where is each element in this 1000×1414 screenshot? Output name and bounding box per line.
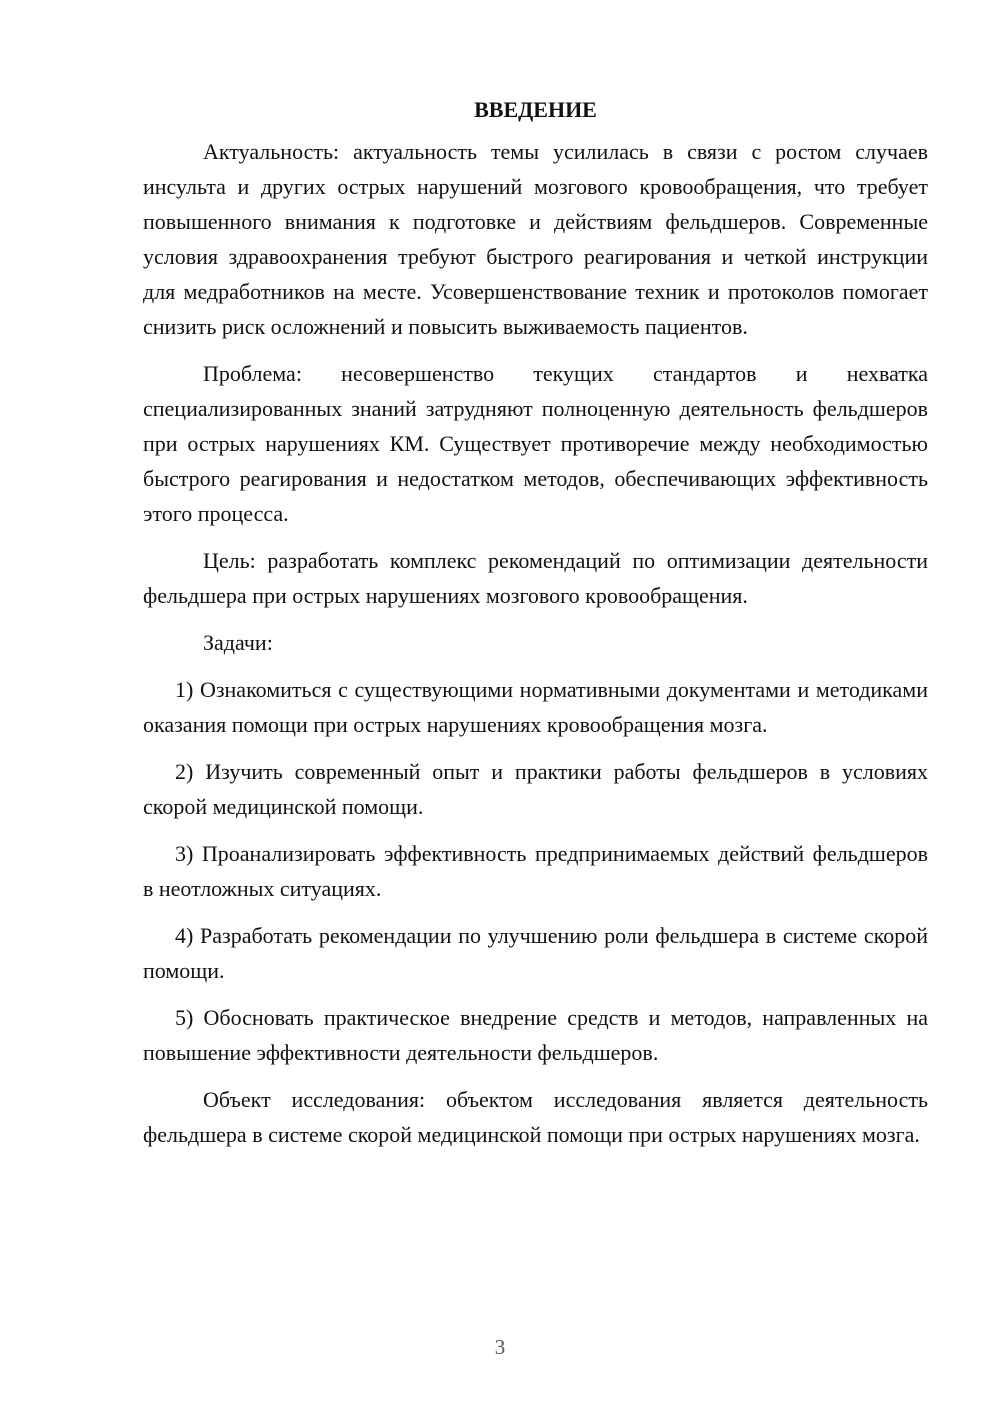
task-item-5: 5) Обосновать практическое внедрение средств и методов, направленных на повышение эффективности деятельности фельдшеров. <box>143 1005 928 1065</box>
section-title: ВВЕДЕНИЕ <box>474 97 597 122</box>
paragraph-relevance: Актуальность: актуальность темы усилилась в связи с ростом случаев инсульта и других острых нарушений мозгового кровообращения, что требует повышенного внимания к подготовке и действиям фельдшеров. Современные условия здравоохранения требуют быстрого реагирования и четкой инструкции для медработников на месте. Усовершенствование техник и протоколов помогает снизить риск осложнений и повысить выживаемость пациентов. <box>143 139 928 339</box>
paragraph-problem: Проблема: несовершенство текущих стандартов и нехватка специализированных знаний затрудняют полноценную деятельность фельдшеров при острых нарушениях КМ. Существует противоречие между необходимостью быстрого реагирования и недостатком методов, обеспечивающих эффективность этого процесса. <box>143 361 928 526</box>
task-item-3: 3) Проанализировать эффективность предпринимаемых действий фельдшеров в неотложных ситуациях. <box>143 841 928 901</box>
task-item-2: 2) Изучить современный опыт и практики работы фельдшеров в условиях скорой медицинской помощи. <box>143 759 928 819</box>
task-item-4: 4) Разработать рекомендации по улучшению роли фельдшера в системе скорой помощи. <box>143 923 928 983</box>
page-number: 3 <box>494 1335 506 1359</box>
page-content <box>143 92 928 1164</box>
tasks-heading: Задачи: <box>203 630 273 655</box>
tasks-list <box>143 672 928 1070</box>
paragraph-object: Объект исследования: объектом исследования является деятельность фельдшера в системе скорой медицинской помощи при острых нарушениях мозга. <box>143 1087 928 1147</box>
task-item-1: 1) Ознакомиться с существующими нормативными документами и методиками оказания помощи при острых нарушениях кровообращения мозга. <box>143 677 928 737</box>
paragraph-goal: Цель: разработать комплекс рекомендаций по оптимизации деятельности фельдшера при острых нарушениях мозгового кровообращения. <box>143 548 928 608</box>
